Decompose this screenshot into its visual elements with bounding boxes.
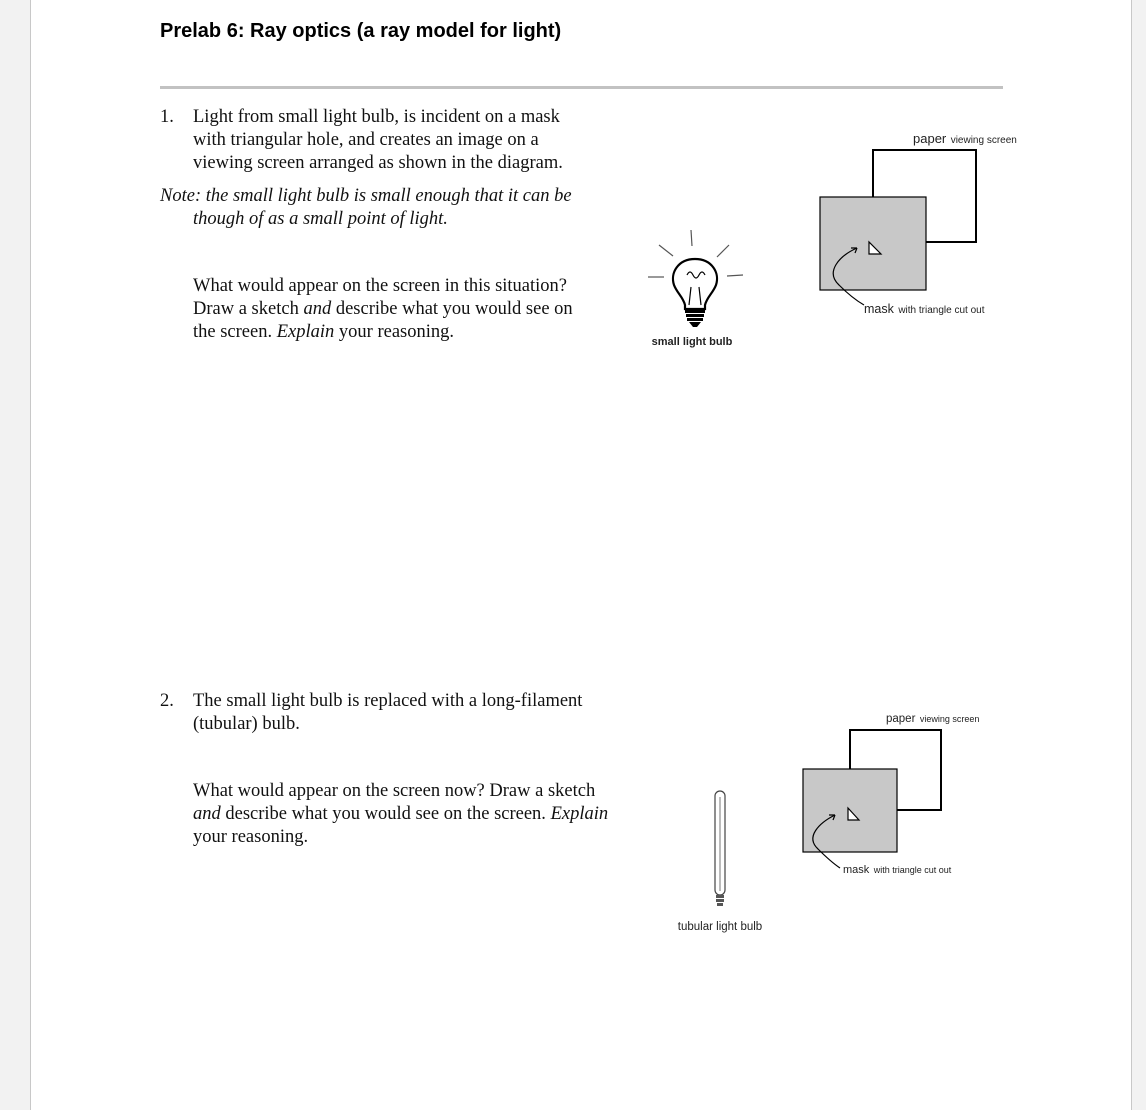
prompt-line: your reasoning. [193,827,309,847]
prompt-text: Draw a sketch [193,299,304,319]
screen-label [886,709,979,726]
question-2-statement-line: (tubular) bulb. [193,714,300,734]
prompt-emphasis: and [303,299,332,319]
bulb-label: small light bulb [651,336,733,348]
prompt-line [193,321,573,344]
prompt-emphasis: Explain [276,322,335,342]
mask-label-main: mask [843,864,870,876]
prompt-emphasis: Explain [550,804,609,824]
screen-label-main: paper [913,131,947,146]
screen-label-main: paper [886,713,916,725]
question-1-statement-line: with triangular hole, and creates an image on a [193,130,539,150]
question-1-note [160,185,572,231]
note-line: though of as a small point of light. [193,209,448,229]
mask-label-sub: with triangle cut out [873,865,952,875]
title-divider [160,86,1003,89]
page-title: Prelab 6: Ray optics (a ray model for light) [160,20,562,42]
note-line: Note: the small light bulb is small enough that it can be [160,186,572,206]
prompt-line [193,298,573,321]
prompt-text: the screen. [193,322,277,342]
prompt-text: describe what you would see on [331,299,573,319]
screen-label-sub: viewing screen [950,135,1017,146]
prompt-line [193,803,608,826]
prompt-emphasis: and [193,804,221,824]
prompt-line: What would appear on the screen in this situation? [193,276,568,296]
question-1-statement-line: viewing screen arranged as shown in the diagram. [193,153,563,173]
question-1-number: 1. [160,107,174,127]
document-page [30,0,1132,1110]
question-2-statement-line: The small light bulb is replaced with a long-filament [193,691,583,711]
question-2-number: 2. [160,691,174,711]
question-2-statement [193,690,582,736]
screen-label-sub: viewing screen [919,714,980,724]
tubular-bulb-icon [715,791,725,906]
prompt-text: your reasoning. [334,322,454,342]
mask-board [820,197,926,290]
mask-label-main: mask [864,302,894,316]
question-2-diagram [671,705,1001,940]
question-1-prompt [193,275,573,344]
prompt-line: What would appear on the screen now? Draw a sketch [193,781,596,801]
screen-label [913,130,1017,147]
mask-label [843,860,952,877]
prompt-text: describe what you would see on the screen. [220,804,551,824]
bulb-label: tubular light bulb [677,921,763,933]
question-1-statement-line: Light from small light bulb, is incident on a mask [193,107,560,127]
mask-label [864,300,985,317]
light-bulb-icon [673,259,717,327]
mask-label-sub: with triangle cut out [898,305,985,316]
question-2-prompt [193,780,608,849]
question-1-diagram [631,125,1017,360]
question-1-statement [193,106,563,175]
